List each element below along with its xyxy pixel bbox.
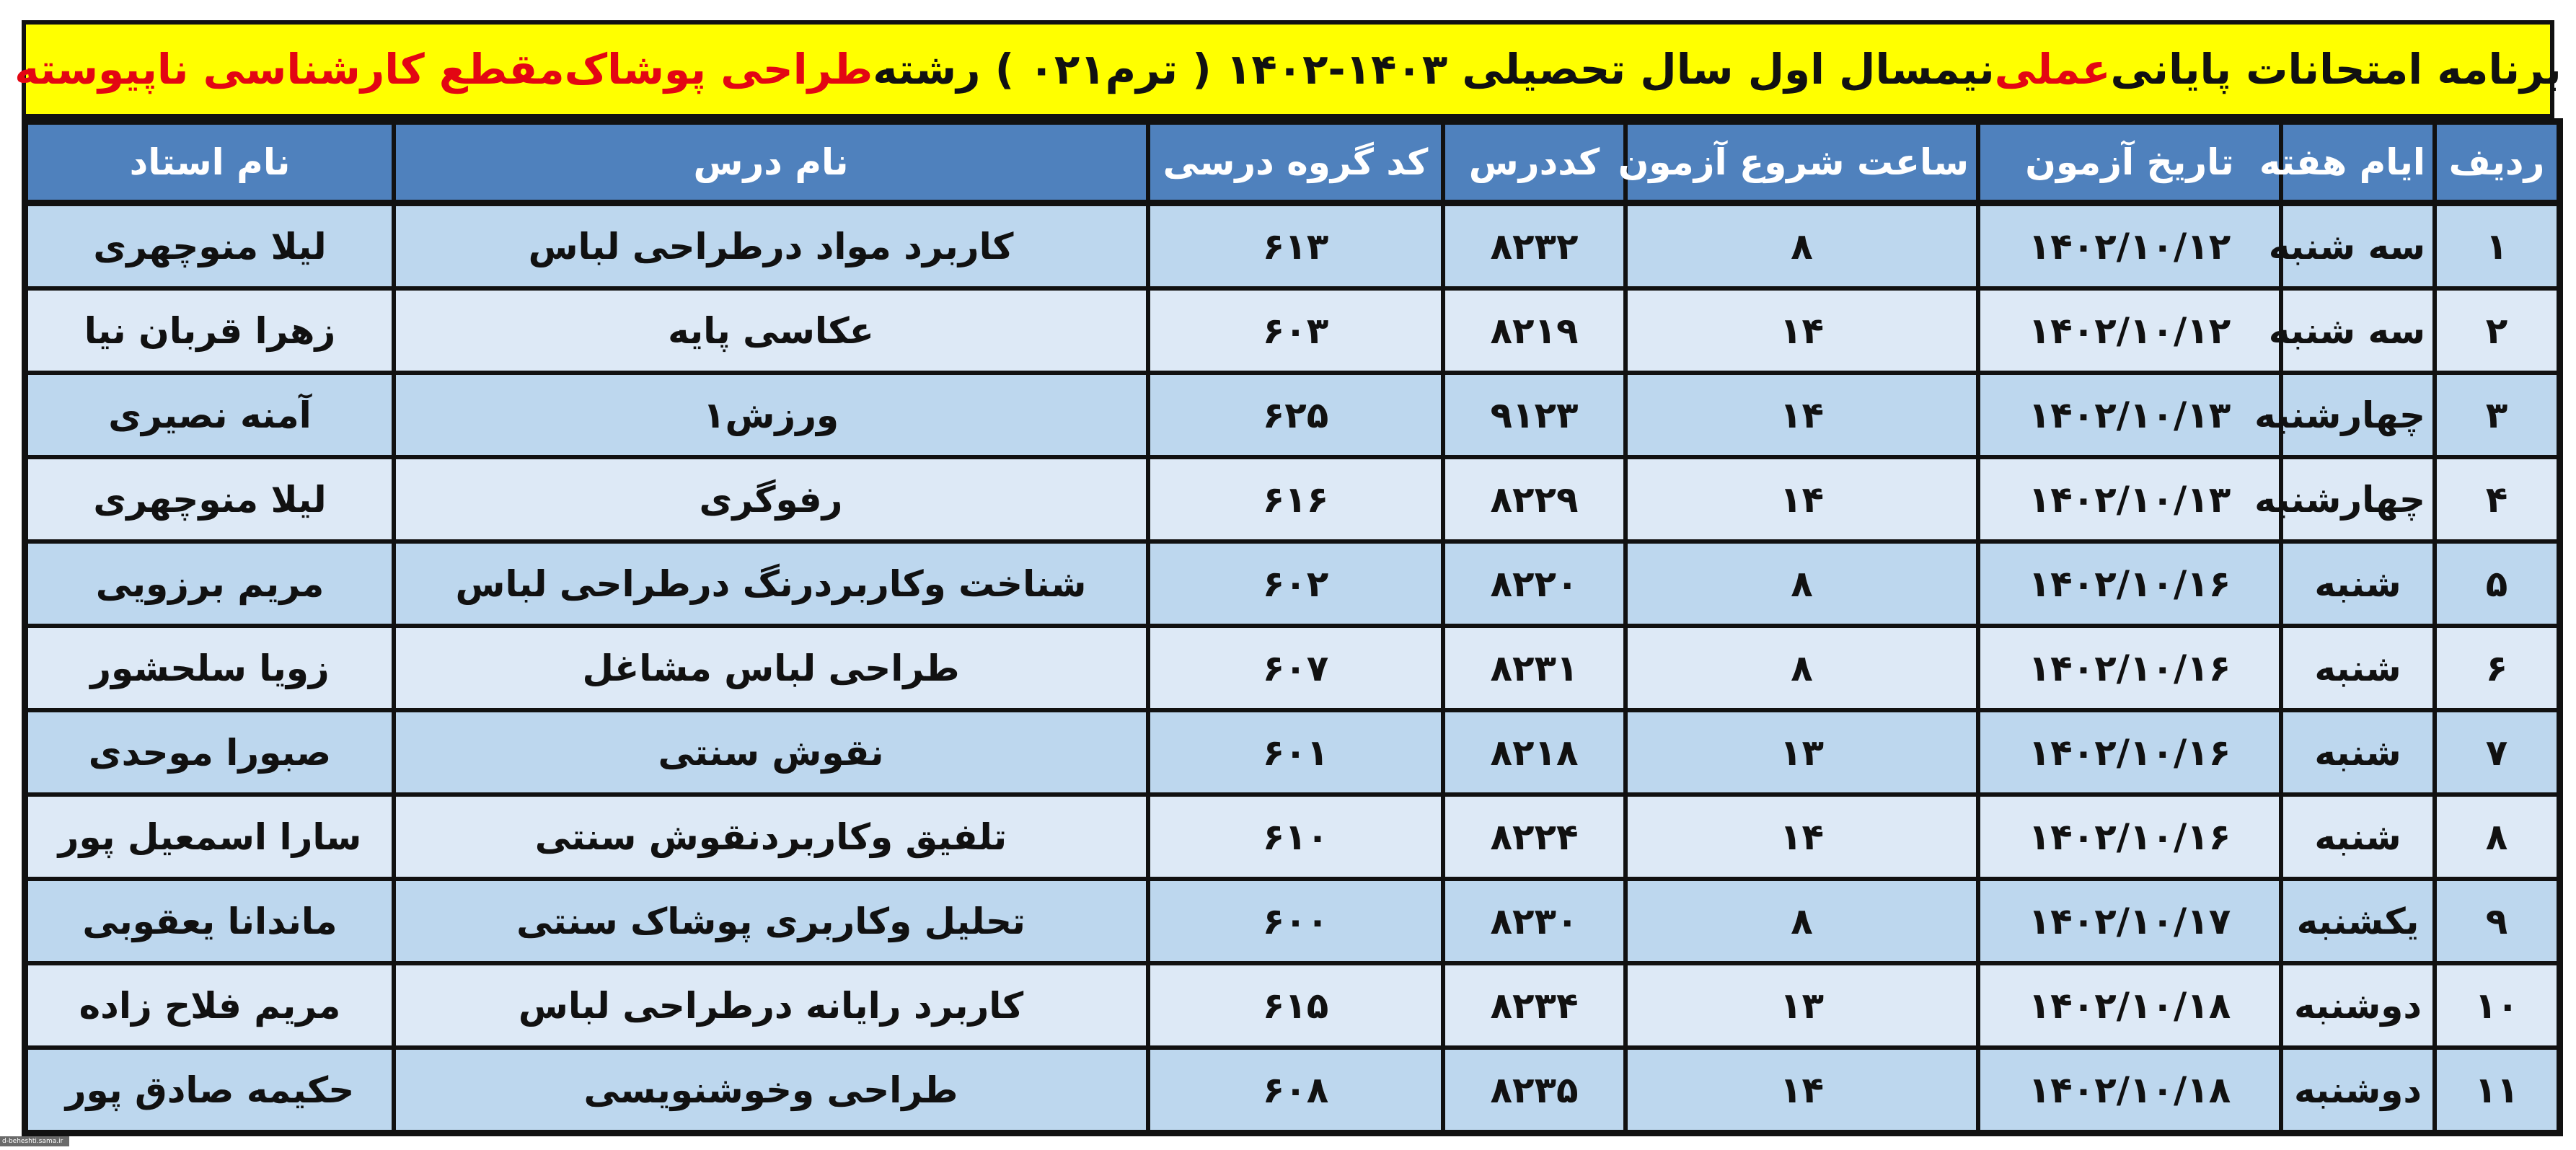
table-row	[26, 288, 2559, 373]
cell-day: دوشنبه	[2281, 963, 2435, 1048]
cell-course-name: رفوگری	[394, 457, 1148, 541]
header-course-name: نام درس	[394, 123, 1148, 204]
table-row	[26, 879, 2559, 963]
table-row	[26, 795, 2559, 879]
title-part-4: طراحی پوشاک	[564, 45, 873, 94]
cell-course-name: تلفیق وکاربردنقوش سنتی	[394, 795, 1148, 879]
table-row	[26, 1048, 2559, 1132]
cell-teacher: مریم فلاح زاده	[26, 963, 394, 1048]
page-title	[14, 20, 2562, 118]
cell-day: چهارشنبه	[2281, 457, 2435, 541]
title-part-3: نیمسال اول سال تحصیلی ۱۴۰۳-۱۴۰۲ ( ترم۰۲۱ ) رشته	[873, 45, 1995, 94]
cell-course-code: ۸۲۱۸	[1443, 710, 1626, 795]
cell-teacher: سارا اسمعیل پور	[26, 795, 394, 879]
cell-group-code: ۶۰۸	[1148, 1048, 1443, 1132]
cell-course-name: عکاسی پایه	[394, 288, 1148, 373]
cell-course-name: طراحی لباس مشاغل	[394, 626, 1148, 710]
table-header-row	[26, 123, 2559, 204]
cell-date: ۱۴۰۲/۱۰/۱۶	[1978, 795, 2281, 879]
cell-course-code: ۸۲۳۵	[1443, 1048, 1626, 1132]
cell-course-name: نقوش سنتی	[394, 710, 1148, 795]
cell-course-code: ۸۲۲۰	[1443, 541, 1626, 626]
cell-day: دوشنبه	[2281, 1048, 2435, 1132]
cell-row-number: ۲	[2435, 288, 2559, 373]
cell-teacher: حکیمه صادق پور	[26, 1048, 394, 1132]
cell-group-code: ۶۲۵	[1148, 373, 1443, 457]
table-row	[26, 373, 2559, 457]
table-row	[26, 204, 2559, 288]
cell-start-time: ۱۴	[1626, 457, 1978, 541]
cell-day: شنبه	[2281, 710, 2435, 795]
source-watermark: d-beheshti.sama.ir	[0, 1136, 69, 1146]
title-part-1: برنامه امتحانات پایانی	[2110, 45, 2562, 94]
cell-date: ۱۴۰۲/۱۰/۱۸	[1978, 1048, 2281, 1132]
cell-group-code: ۶۱۳	[1148, 204, 1443, 288]
cell-course-name: کاربرد مواد درطراحی لباس	[394, 204, 1148, 288]
cell-course-code: ۸۲۳۴	[1443, 963, 1626, 1048]
cell-course-name: شناخت وکاربردرنگ درطراحی لباس	[394, 541, 1148, 626]
cell-course-code: ۸۲۲۹	[1443, 457, 1626, 541]
title-part-2: عملی	[1994, 45, 2111, 94]
header-row-number: ردیف	[2435, 123, 2559, 204]
cell-group-code: ۶۰۳	[1148, 288, 1443, 373]
cell-start-time: ۱۳	[1626, 963, 1978, 1048]
cell-start-time: ۱۴	[1626, 288, 1978, 373]
cell-start-time: ۱۴	[1626, 795, 1978, 879]
header-start-time: ساعت شروع آزمون	[1626, 123, 1978, 204]
cell-row-number: ۵	[2435, 541, 2559, 626]
cell-teacher: آمنه نصیری	[26, 373, 394, 457]
cell-date: ۱۴۰۲/۱۰/۱۷	[1978, 879, 2281, 963]
header-teacher: نام استاد	[26, 123, 394, 204]
cell-day: چهارشنبه	[2281, 373, 2435, 457]
cell-date: ۱۴۰۲/۱۰/۱۳	[1978, 457, 2281, 541]
cell-day: سه شنبه	[2281, 288, 2435, 373]
cell-row-number: ۷	[2435, 710, 2559, 795]
cell-row-number: ۱۱	[2435, 1048, 2559, 1132]
cell-course-code: ۹۱۲۳	[1443, 373, 1626, 457]
exam-schedule-table	[22, 118, 2563, 1136]
cell-day: سه شنبه	[2281, 204, 2435, 288]
cell-start-time: ۸	[1626, 879, 1978, 963]
cell-teacher: ماندانا یعقوبی	[26, 879, 394, 963]
cell-start-time: ۸	[1626, 626, 1978, 710]
cell-date: ۱۴۰۲/۱۰/۱۲	[1978, 204, 2281, 288]
table-row	[26, 626, 2559, 710]
cell-start-time: ۱۴	[1626, 373, 1978, 457]
cell-teacher: لیلا منوچهری	[26, 457, 394, 541]
cell-course-code: ۸۲۲۴	[1443, 795, 1626, 879]
cell-day: شنبه	[2281, 541, 2435, 626]
cell-course-name: ورزش۱	[394, 373, 1148, 457]
cell-day: شنبه	[2281, 795, 2435, 879]
header-day: ایام هفته	[2281, 123, 2435, 204]
cell-date: ۱۴۰۲/۱۰/۱۶	[1978, 626, 2281, 710]
cell-row-number: ۸	[2435, 795, 2559, 879]
cell-date: ۱۴۰۲/۱۰/۱۶	[1978, 710, 2281, 795]
cell-group-code: ۶۱۶	[1148, 457, 1443, 541]
cell-teacher: مریم برزویی	[26, 541, 394, 626]
header-date: تاریخ آزمون	[1978, 123, 2281, 204]
cell-course-name: کاربرد رایانه درطراحی لباس	[394, 963, 1148, 1048]
table-row	[26, 457, 2559, 541]
header-course-code: کددرس	[1443, 123, 1626, 204]
cell-row-number: ۹	[2435, 879, 2559, 963]
cell-day: یکشنبه	[2281, 879, 2435, 963]
cell-course-code: ۸۲۳۲	[1443, 204, 1626, 288]
cell-row-number: ۶	[2435, 626, 2559, 710]
cell-group-code: ۶۰۷	[1148, 626, 1443, 710]
cell-group-code: ۶۱۰	[1148, 795, 1443, 879]
cell-teacher: زویا سلحشور	[26, 626, 394, 710]
table-row	[26, 541, 2559, 626]
table-row	[26, 710, 2559, 795]
cell-row-number: ۳	[2435, 373, 2559, 457]
cell-course-name: تحلیل وکاربری پوشاک سنتی	[394, 879, 1148, 963]
cell-date: ۱۴۰۲/۱۰/۱۲	[1978, 288, 2281, 373]
cell-date: ۱۴۰۲/۱۰/۱۸	[1978, 963, 2281, 1048]
cell-course-name: طراحی وخوشنویسی	[394, 1048, 1148, 1132]
cell-start-time: ۸	[1626, 204, 1978, 288]
cell-day: شنبه	[2281, 626, 2435, 710]
cell-group-code: ۶۰۰	[1148, 879, 1443, 963]
cell-group-code: ۶۰۲	[1148, 541, 1443, 626]
cell-row-number: ۱۰	[2435, 963, 2559, 1048]
cell-start-time: ۸	[1626, 541, 1978, 626]
cell-row-number: ۴	[2435, 457, 2559, 541]
cell-course-code: ۸۲۱۹	[1443, 288, 1626, 373]
title-part-5: مقطع کارشناسی ناپیوسته	[14, 45, 565, 94]
cell-row-number: ۱	[2435, 204, 2559, 288]
cell-start-time: ۱۴	[1626, 1048, 1978, 1132]
cell-date: ۱۴۰۲/۱۰/۱۶	[1978, 541, 2281, 626]
cell-start-time: ۱۳	[1626, 710, 1978, 795]
cell-course-code: ۸۲۳۱	[1443, 626, 1626, 710]
cell-teacher: صبورا موحدی	[26, 710, 394, 795]
cell-course-code: ۸۲۳۰	[1443, 879, 1626, 963]
cell-teacher: لیلا منوچهری	[26, 204, 394, 288]
cell-teacher: زهرا قربان نیا	[26, 288, 394, 373]
header-group-code: کد گروه درسی	[1148, 123, 1443, 204]
cell-group-code: ۶۱۵	[1148, 963, 1443, 1048]
table-row	[26, 963, 2559, 1048]
cell-date: ۱۴۰۲/۱۰/۱۳	[1978, 373, 2281, 457]
cell-group-code: ۶۰۱	[1148, 710, 1443, 795]
